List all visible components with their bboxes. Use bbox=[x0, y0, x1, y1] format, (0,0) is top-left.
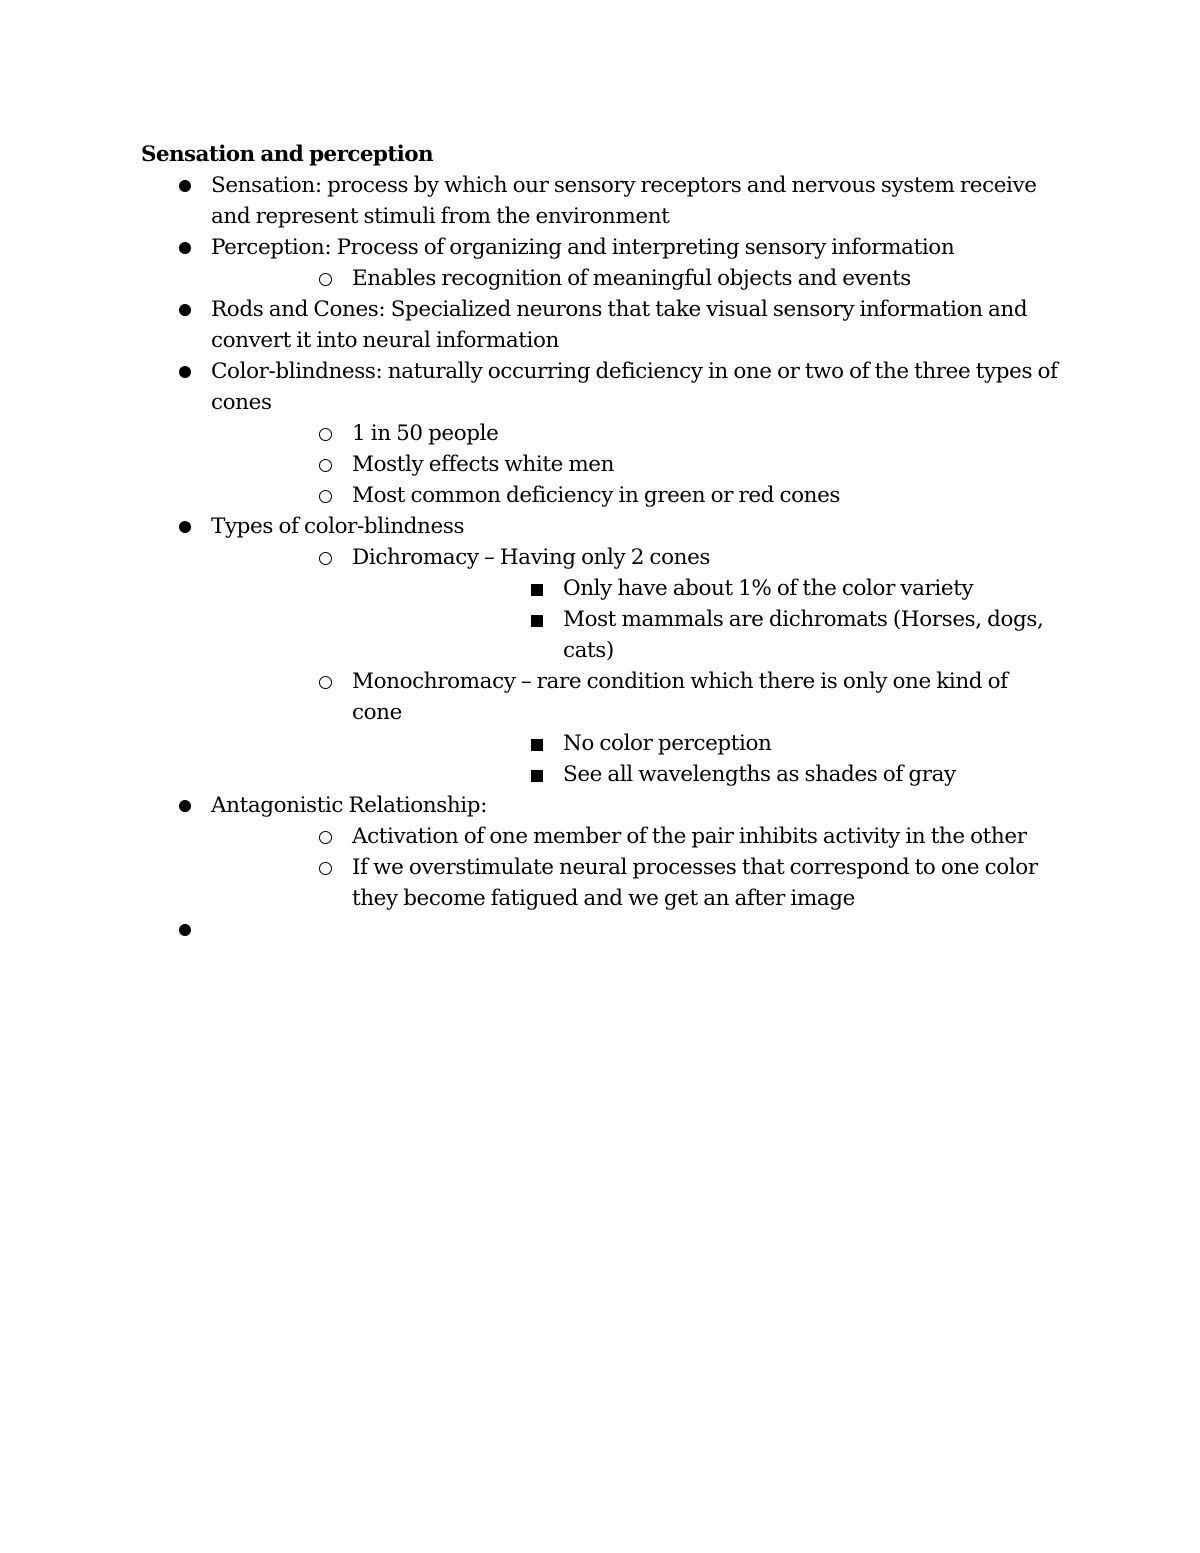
sub-sub-list-item-text: See all wavelengths as shades of gray bbox=[563, 762, 956, 787]
hollow-circle-bullet-icon bbox=[319, 490, 332, 503]
sub-sub-list bbox=[352, 573, 1061, 666]
list-item bbox=[141, 418, 1061, 511]
bullet-icon bbox=[179, 366, 191, 378]
sub-list-item bbox=[211, 418, 1061, 449]
bullet-icon bbox=[179, 521, 191, 533]
list-item bbox=[141, 356, 1061, 418]
sub-list-item-text: Enables recognition of meaningful objects and events bbox=[352, 266, 911, 291]
sub-list-item-text: Dichromacy – Having only 2 cones bbox=[352, 545, 711, 570]
sub-sub-list-item bbox=[352, 604, 1061, 666]
list-item-text: Types of color-blindness bbox=[211, 514, 465, 539]
sub-sub-list-item-text: No color perception bbox=[563, 731, 772, 756]
sub-list-item bbox=[211, 480, 1061, 511]
list-item bbox=[141, 170, 1061, 232]
sub-list-item bbox=[211, 542, 1061, 573]
list-item bbox=[141, 542, 1061, 790]
sub-sub-list-item bbox=[352, 573, 1061, 604]
sub-list-item bbox=[211, 728, 1061, 790]
square-bullet-icon bbox=[531, 615, 543, 627]
list-item-text: Antagonistic Relationship: bbox=[211, 793, 487, 818]
list-item-text: Color-blindness: naturally occurring deficiency in one or two of the three types of cones bbox=[211, 359, 1058, 415]
sub-list-item-text: If we overstimulate neural processes that correspond to one color they become fatigued and we get an after image bbox=[352, 855, 1038, 911]
document-body bbox=[141, 139, 1061, 945]
sub-list-item bbox=[211, 852, 1061, 914]
list-item bbox=[141, 294, 1061, 356]
list-item bbox=[141, 790, 1061, 821]
sub-sub-list bbox=[352, 728, 1061, 790]
bullet-icon bbox=[179, 924, 191, 936]
sub-list-item bbox=[211, 573, 1061, 666]
bullet-icon bbox=[179, 304, 191, 316]
sub-list-item bbox=[211, 449, 1061, 480]
hollow-circle-bullet-icon bbox=[319, 862, 332, 875]
sub-list bbox=[211, 821, 1061, 914]
sub-list bbox=[211, 542, 1061, 790]
sub-list-item bbox=[211, 821, 1061, 852]
list-item-text: Rods and Cones: Specialized neurons that take visual sensory information and convert it into neural information bbox=[211, 297, 1028, 353]
square-bullet-icon bbox=[531, 770, 543, 782]
sub-sub-list-item bbox=[352, 728, 1061, 759]
sub-list-item-text: Monochromacy – rare condition which there is only one kind of cone bbox=[352, 669, 1008, 725]
sub-sub-list-item bbox=[352, 759, 1061, 790]
sub-list-item-text: Most common deficiency in green or red cones bbox=[352, 483, 841, 508]
sub-list bbox=[211, 418, 1061, 511]
list-item bbox=[141, 511, 1061, 542]
sub-list-item-text: Mostly effects white men bbox=[352, 452, 615, 477]
sub-list-item-text: 1 in 50 people bbox=[352, 421, 499, 446]
sub-list-item bbox=[211, 263, 1061, 294]
hollow-circle-bullet-icon bbox=[319, 273, 332, 286]
bullet-icon bbox=[179, 180, 191, 192]
list-item bbox=[141, 821, 1061, 914]
square-bullet-icon bbox=[531, 584, 543, 596]
hollow-circle-bullet-icon bbox=[319, 459, 332, 472]
sub-list bbox=[211, 263, 1061, 294]
hollow-circle-bullet-icon bbox=[319, 831, 332, 844]
hollow-circle-bullet-icon bbox=[319, 428, 332, 441]
sub-sub-list-item-text: Only have about 1% of the color variety bbox=[563, 576, 974, 601]
list-item bbox=[141, 232, 1061, 263]
square-bullet-icon bbox=[531, 739, 543, 751]
list-item-text: Perception: Process of organizing and interpreting sensory information bbox=[211, 235, 955, 260]
bullet-icon bbox=[179, 242, 191, 254]
list-item bbox=[141, 263, 1061, 294]
hollow-circle-bullet-icon bbox=[319, 676, 332, 689]
sub-list-item-text: Activation of one member of the pair inhibits activity in the other bbox=[352, 824, 1027, 849]
list-item-text: Sensation: process by which our sensory receptors and nervous system receive and represent stimuli from the environment bbox=[211, 173, 1037, 229]
list-item-empty bbox=[141, 914, 1061, 945]
hollow-circle-bullet-icon bbox=[319, 552, 332, 565]
document-title: Sensation and perception bbox=[141, 142, 434, 167]
sub-list-item bbox=[211, 666, 1061, 728]
sub-sub-list-item-text: Most mammals are dichromats (Horses, dogs, cats) bbox=[563, 607, 1044, 663]
bullet-icon bbox=[179, 800, 191, 812]
bullet-list bbox=[141, 170, 1061, 945]
